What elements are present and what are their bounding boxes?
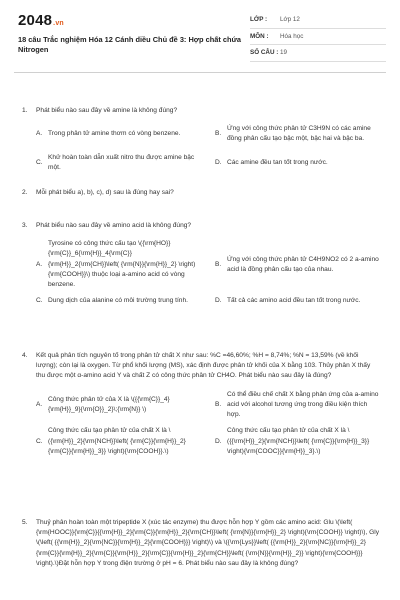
option-letter: C. [36, 297, 43, 305]
question-text: Kết quả phân tích nguyên tố trong phân tử chất X như sau: %C =46,60%; %H = 8,74%; %N = 13,59% (về khối lượng); còn lại là oxygen. Từ phổ khối lượng (MS), xác định được phân tử khối của X bằng 103. Thủy phân X thấy thu được một α-amino acid Y và chất Z có công thức phân tử CH4O. Phát biểu nào sau đây là đúng? [36, 352, 371, 380]
option-text: Ứng với công thức phân tử C3H9N có các amine đồng phân cấu tạo bậc một, bậc hai và bậc ba. [227, 125, 371, 143]
question-text: Thuỷ phân hoàn toàn một tripeptide X (xúc tác enzyme) thu được hỗn hợp Y gồm các amino acid: Glu \(\left( {\rm{HOOC}}{\rm{C}}{{\rm{H}}_2}{\rm{C}}{\rm{H}}_2}{\rm{CH}}\left( {\rm{N}}{\rm{H}}_2} \right){\rm{COOH}} \right)\), Gly \(\left( {{\rm{H}}_2}{\rm{NC}}{\rm{H}}_2}{\rm{COOH}}} \right)\) và \({\rm{Lys}}\left( {{\rm{H}}_2}{\rm{NC}}{\rm{H}}_2}{\rm{C}}{\rm{H}}_2}{\rm{C}}{\rm{H}}_2}{\rm{C}}{\rm{H}}_2}{\rm{CH}}\left( {\rm{N}}{\rm{H}}_2}} \right){\rm{COOH}}} \right).\)Đặt hỗn hợp Y trong điện trường ở pH = 6. Phát biểu nào sau đây là không đúng? [36, 519, 380, 567]
question-number: 2. [22, 189, 28, 196]
meta-key: SỐ CÂU : [250, 49, 279, 57]
option-text: Tyrosine có công thức cấu tạo \({\rm{HO}}{\rm{C}}_6{\rm{H}}_4{\rm{C}}{\rm{H}}_2{\rm{CH}}\left( {\rm{N}}{\rm{H}}_2} \right){\rm{COOH}}\) thuộc loại a-amino acid có vòng benzene. [48, 240, 196, 289]
header-divider [14, 72, 386, 73]
meta-value: Hóa học [280, 32, 304, 40]
question-5 [22, 518, 380, 569]
option-a[interactable] [36, 239, 201, 290]
question-1 [22, 106, 380, 173]
question-3 [22, 221, 380, 307]
option-a[interactable] [36, 390, 201, 421]
option-letter: D. [215, 158, 222, 166]
logo-main: 2048 [18, 12, 53, 29]
option-text: Ứng với công thức phân tử C4H9NO2 có 2 a-amino acid là đồng phân cấu tạo của nhau. [227, 255, 379, 273]
question-stem [22, 188, 380, 198]
option-letter: B. [215, 400, 222, 408]
option-letter: D. [215, 437, 222, 445]
question-2 [22, 188, 380, 198]
option-d[interactable] [215, 426, 380, 457]
question-stem [22, 106, 380, 116]
option-text: Có thể điều chế chất X bằng phản ứng của a-amino acid với alcohol tương ứng trong điều kiện thích hợp. [227, 390, 379, 419]
options [36, 390, 380, 457]
header-left [18, 12, 246, 62]
option-b[interactable] [215, 390, 380, 421]
question-number: 5. [22, 519, 28, 526]
option-letter: B. [215, 260, 222, 268]
option-text: Trong phân tử amine thơm có vòng benzene. [48, 130, 181, 138]
option-text: Dung dịch của alanine có môi trường trung tính. [48, 297, 188, 305]
option-text: Các amine đều tan tốt trong nước. [227, 158, 328, 166]
site-logo[interactable] [18, 12, 246, 29]
question-stem [22, 518, 380, 569]
question-4 [22, 351, 380, 457]
option-letter: A. [36, 260, 43, 268]
logo-suffix: .vn [53, 20, 64, 27]
option-text: Khử hoàn toàn dẫn xuất nitro thu được amine bậc một. [48, 153, 195, 171]
meta-value: 19 [280, 49, 288, 57]
meta-row-count [250, 45, 386, 62]
question-stem [22, 351, 380, 382]
option-b[interactable] [215, 124, 380, 144]
option-letter: A. [36, 130, 43, 138]
option-b[interactable] [215, 239, 380, 290]
question-stem [22, 221, 380, 231]
option-d[interactable] [215, 153, 380, 173]
option-letter: C. [36, 437, 43, 445]
document-title: 18 câu Trắc nghiệm Hóa 12 Cánh diều Chủ đề 3: Hợp chất chứa Nitrogen [18, 35, 241, 54]
option-text: Công thức phân tử của X là \({{\rm{C}}_4}{\rm{H}}_9}{\rm{O}}_2}\;{\rm{N}} \) [48, 395, 170, 413]
meta-table [246, 12, 386, 62]
option-text: Công thức cấu tạo phân tử của chất X là \({{\rm{H}}_2}{\rm{NCH}}\left( {\rm{C}}{\rm{H}}_3}} \right){\rm{COOC}}{\rm{H}}_3}.\) [227, 427, 370, 455]
header [0, 0, 400, 62]
question-text: Mỗi phát biểu a), b), c), d) sau là đúng hay sai? [36, 189, 174, 196]
option-letter: C. [36, 158, 43, 166]
option-letter: D. [215, 297, 222, 305]
meta-key: LỚP : [250, 16, 268, 24]
options [36, 124, 380, 173]
question-text: Phát biểu nào sau đây về amine là không đúng? [36, 107, 178, 114]
question-number: 4. [22, 352, 28, 359]
options [36, 239, 380, 306]
meta-row-subject [250, 29, 386, 46]
question-text: Phát biểu nào sau đây về amino acid là không đúng? [36, 222, 192, 229]
option-text: Tất cả các amino acid đều tan tốt trong nước. [227, 297, 361, 305]
option-letter: A. [36, 400, 43, 408]
option-c[interactable] [36, 296, 201, 306]
option-c[interactable] [36, 426, 201, 457]
option-text: Công thức cấu tạo phân tử của chất X là \({\rm{H}}_2}{\rm{NCH}}\left( {\rm{C}}{\rm{H}}_2}{\rm{C}}{\rm{H}}_3}} \right){\rm{COOH}}.\) [48, 427, 186, 455]
option-a[interactable] [36, 124, 201, 144]
option-c[interactable] [36, 153, 201, 173]
question-number: 3. [22, 222, 28, 229]
meta-value: Lớp 12 [280, 16, 300, 24]
option-d[interactable] [215, 296, 380, 306]
question-number: 1. [22, 107, 28, 114]
meta-key: MÔN : [250, 32, 269, 40]
meta-row-class [250, 12, 386, 29]
option-letter: B. [215, 130, 222, 138]
